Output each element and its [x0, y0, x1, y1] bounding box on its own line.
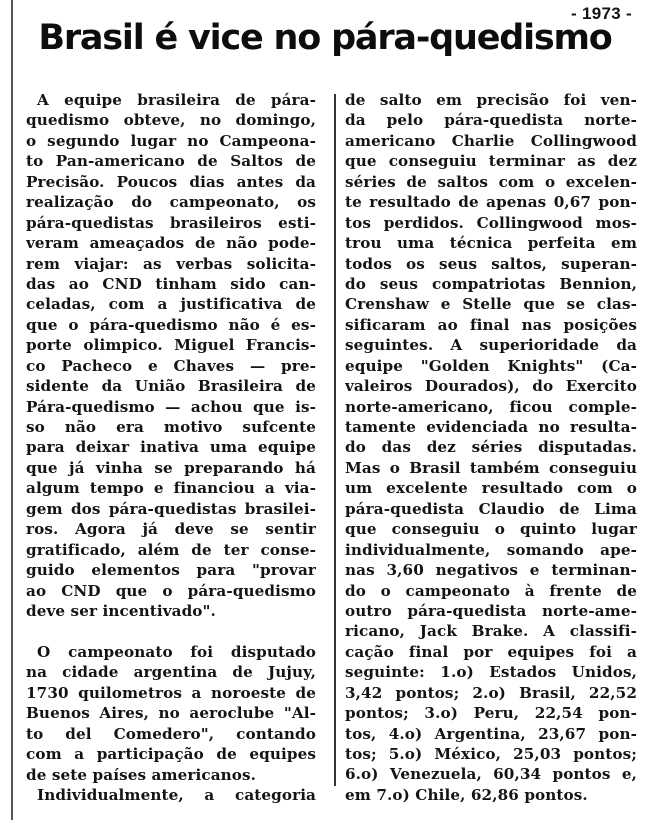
text-line: sificaram ao final nas posições	[345, 315, 637, 334]
text-line: que o pára-quedismo não é es-	[26, 315, 316, 334]
text-line: to Pan-americano de Saltos de	[26, 152, 316, 171]
text-line: outro pára-quedista norte-ame-	[345, 601, 637, 620]
text-line: celadas, com a justificativa de	[26, 295, 316, 314]
text-line: realização do campeonato, os	[26, 193, 316, 212]
text-line: trou uma técnica perfeita em	[345, 234, 637, 253]
text-line: do seus compatriotas Bennion,	[345, 274, 637, 293]
text-line: te resultado de apenas 0,67 pon-	[345, 193, 637, 212]
text-line: Individualmente, a categoria	[37, 785, 316, 804]
text-line: Precisão. Poucos dias antes da	[26, 172, 316, 191]
text-line: individualmente, somando ape-	[345, 540, 637, 559]
text-line: Pára-quedismo — achou que is-	[26, 397, 316, 416]
text-line: guido elementos para "provar	[26, 561, 316, 580]
text-line: O campeonato foi disputado	[37, 642, 316, 661]
text-line: americano Charlie Collingwood	[345, 131, 637, 150]
text-line: ros. Agora já deve se sentir	[26, 520, 316, 539]
year-label: - 1973 -	[571, 4, 632, 23]
text-line: da pelo pára-quedista norte-	[345, 111, 637, 130]
text-line: valeiros Dourados), do Exercito	[345, 377, 637, 396]
text-line: gem dos pára-quedistas brasilei-	[26, 499, 316, 518]
text-line: das ao CND tinham sido can-	[26, 274, 316, 293]
text-line: seguinte: 1.o) Estados Unidos,	[345, 663, 637, 682]
text-line: so não era motivo sufcente	[26, 418, 316, 436]
text-line: A equipe brasileira de pára-	[37, 91, 316, 109]
text-line: quedismo obteve, no domingo,	[26, 111, 316, 130]
text-line: 1730 quilometros a noroeste de	[26, 683, 316, 702]
text-line: rem viajar: as verbas solicita-	[26, 254, 316, 273]
text-line: porte olimpico. Miguel Francis-	[26, 336, 316, 355]
article-column-right	[345, 90, 637, 805]
text-line: pára-quedistas brasileiros esti-	[26, 213, 316, 232]
text-line: o segundo lugar no Campeona-	[26, 131, 316, 150]
text-line: todos os seus saltos, superan-	[345, 254, 637, 273]
text-line: tos; 5.o) México, 25,03 pontos;	[345, 745, 637, 763]
paragraph-gap	[26, 621, 316, 642]
text-line: cação final por equipes foi a	[345, 642, 637, 661]
text-line: sidente da União Brasileira de	[26, 377, 316, 396]
text-line: deve ser incentivado".	[26, 601, 216, 620]
text-line: ricano, Jack Brake. A classifi-	[345, 622, 637, 641]
text-line: do das dez séries disputadas.	[345, 438, 637, 457]
text-line: co Pacheco e Chaves — pre-	[26, 356, 316, 375]
text-line: equipe "Golden Knights" (Ca-	[345, 356, 637, 375]
headline: Brasil é vice no pára-quedismo	[38, 18, 612, 58]
text-line: 3,42 pontos; 2.o) Brasil, 22,52	[345, 683, 637, 702]
article-column-left	[26, 90, 316, 805]
text-line: algum tempo e financiou a via-	[26, 479, 316, 498]
text-line: em 7.o) Chile, 62,86 pontos.	[345, 785, 588, 804]
text-line: tos perdidos. Collingwood mos-	[345, 213, 637, 232]
text-line: Crenshaw e Stelle que se clas-	[345, 295, 637, 314]
text-line: tamente evidenciada no resulta-	[345, 418, 637, 436]
left-border-rule	[11, 0, 13, 820]
text-line: um excelente resultado com o	[345, 479, 637, 498]
text-line: gratificado, além de ter conse-	[26, 540, 316, 559]
text-line: to del Comedero", contando	[26, 724, 316, 743]
text-line: veram ameaçados de não pode-	[26, 234, 316, 253]
text-line: que já vinha se preparando há	[26, 458, 316, 477]
text-line: Buenos Aires, no aeroclube "Al-	[26, 704, 316, 723]
text-line: norte-americano, ficou comple-	[345, 397, 637, 416]
text-line: para deixar inativa uma equipe	[26, 438, 316, 457]
text-line: na cidade argentina de Jujuy,	[26, 663, 316, 682]
text-line: de salto em precisão foi ven-	[345, 91, 637, 109]
text-line: nas 3,60 negativos e terminan-	[345, 561, 637, 580]
column-divider	[334, 94, 336, 786]
text-line: de sete países americanos.	[26, 765, 257, 784]
text-line: com a participação de equipes	[26, 745, 316, 764]
text-line: pontos; 3.o) Peru, 22,54 pon-	[345, 704, 637, 723]
text-line: que conseguiu terminar as dez	[345, 152, 637, 171]
text-line: ao CND que o pára-quedismo	[26, 581, 316, 600]
text-line: tos, 4.o) Argentina, 23,67 pon-	[345, 724, 637, 743]
text-line: 6.o) Venezuela, 60,34 pontos e,	[345, 765, 637, 784]
text-line: que conseguiu o quinto lugar	[345, 520, 637, 539]
text-line: seguintes. A superioridade da	[345, 336, 637, 355]
text-line: séries de saltos com o excelen-	[345, 172, 637, 191]
text-line: Mas o Brasil também conseguiu	[345, 458, 637, 477]
text-line: pára-quedista Claudio de Lima	[345, 499, 637, 518]
text-line: do o campeonato à frente de	[345, 581, 637, 600]
